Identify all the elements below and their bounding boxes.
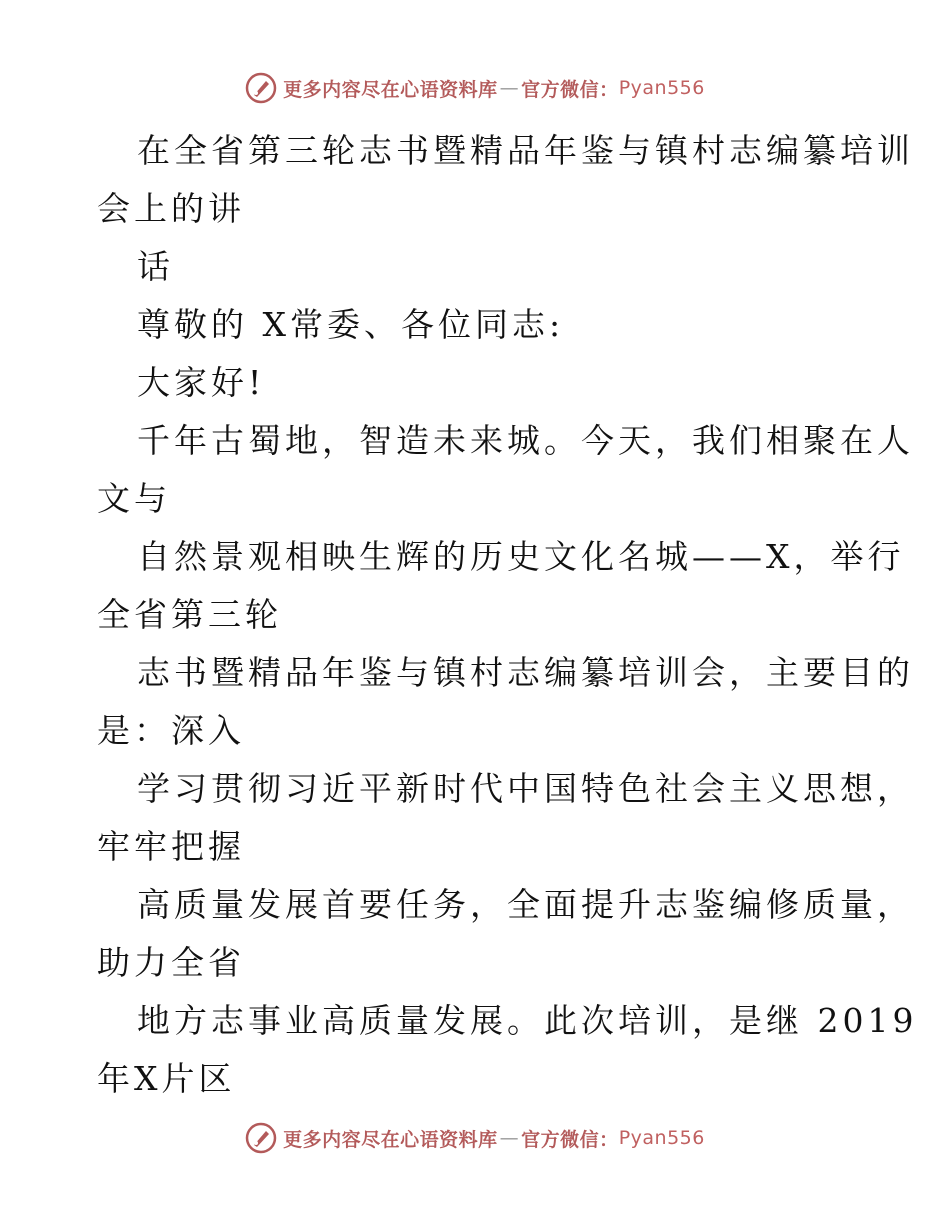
- text-line: 千年古蜀地，智造未来城。今天，我们相聚在人: [137, 421, 914, 460]
- watermark-site-text: 更多内容尽在心语资料库: [283, 78, 498, 101]
- watermark-site-text: 更多内容尽在心语资料库: [283, 1128, 498, 1151]
- text-line: 年X片区: [97, 1059, 236, 1098]
- text-line: 助力全省: [97, 943, 245, 982]
- text-line: 自然景观相映生辉的历史文化名城——X，举行: [137, 537, 905, 576]
- pen-logo-icon: [245, 72, 277, 104]
- text-line: 志书暨精品年鉴与镇村志编纂培训会，主要目的: [137, 653, 914, 692]
- text-line: 尊敬的 X常委、各位同志:: [137, 305, 565, 344]
- watermark-official-text: 官方微信：: [521, 1128, 619, 1151]
- pen-logo-icon: [245, 1122, 277, 1154]
- text-line: 地方志事业高质量发展。此次培训，是继 2019: [137, 1001, 918, 1040]
- text-line: 全省第三轮: [97, 595, 282, 634]
- text-line: 牢牢把握: [97, 827, 245, 866]
- watermark-separator: —: [499, 1127, 520, 1149]
- text-line: 大家好!: [137, 363, 266, 402]
- document-body: [97, 122, 918, 1108]
- watermark-account: Pyan556: [618, 77, 705, 99]
- text-line: 会上的讲: [97, 189, 245, 228]
- text-line: 学习贯彻习近平新时代中国特色社会主义思想，: [137, 769, 914, 808]
- watermark-account: Pyan556: [618, 1127, 705, 1149]
- watermark-separator: —: [499, 77, 520, 99]
- text-line: 话: [137, 247, 174, 286]
- header-watermark: [0, 72, 950, 104]
- text-line: 是：深入: [97, 711, 245, 750]
- footer-watermark: [0, 1122, 950, 1154]
- watermark-official-text: 官方微信：: [521, 78, 619, 101]
- text-line: 文与: [97, 479, 171, 518]
- text-line: 在全省第三轮志书暨精品年鉴与镇村志编纂培训: [137, 131, 914, 170]
- text-line: 高质量发展首要任务，全面提升志鉴编修质量，: [137, 885, 914, 924]
